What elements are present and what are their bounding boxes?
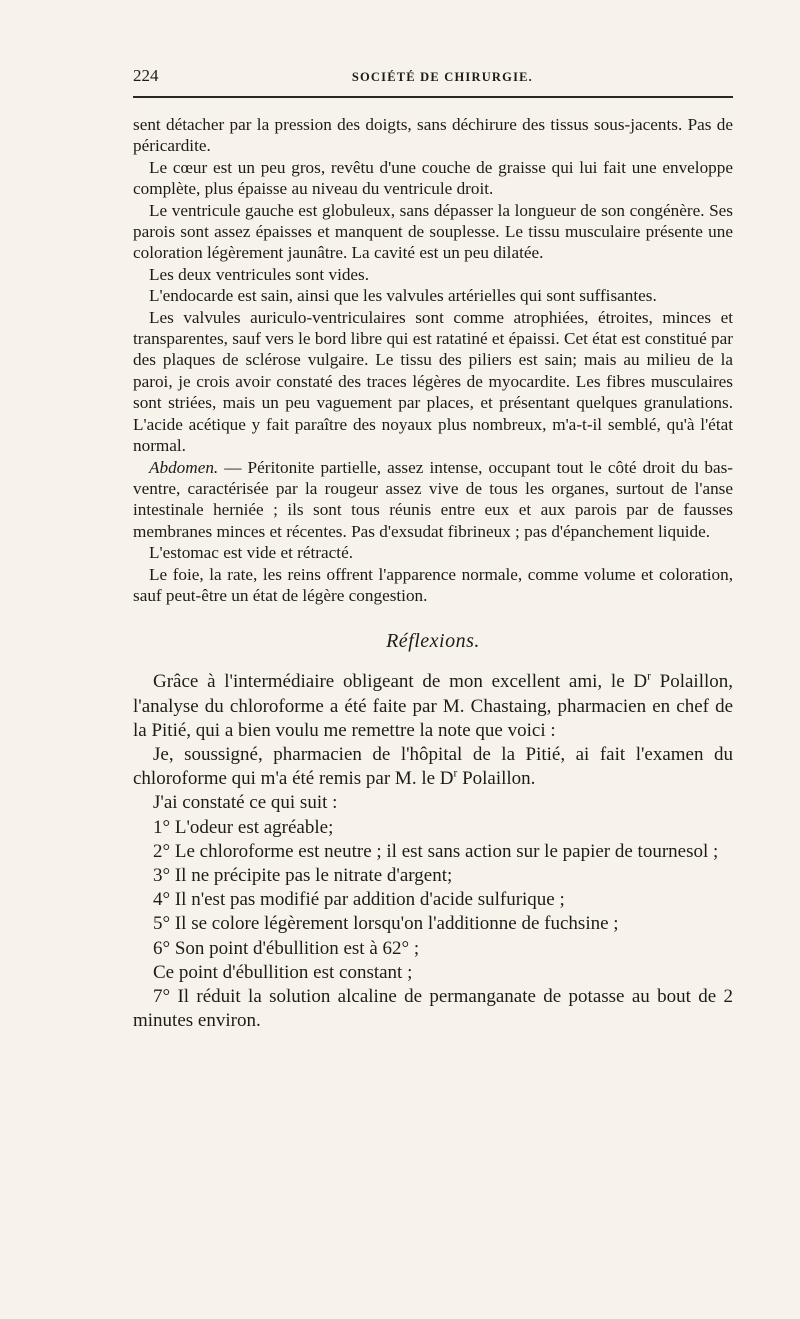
list-item: 4° Il n'est pas modifié par addition d'acide sulfurique ; bbox=[153, 889, 565, 911]
header-rule bbox=[133, 96, 733, 98]
paragraph-text: Grâce à l'intermédiaire obligeant de mon excellent ami, le D bbox=[153, 671, 648, 693]
paragraph bbox=[133, 457, 733, 543]
page-number: 224 bbox=[133, 66, 159, 85]
list-item: 3° Il ne précipite pas le nitrate d'argent; bbox=[153, 864, 453, 886]
superscript: r bbox=[453, 767, 458, 780]
paragraph: L'estomac est vide et rétracté. bbox=[149, 543, 353, 563]
list-item: 1° L'odeur est agréable; bbox=[153, 816, 334, 838]
paragraph: Ce point d'ébullition est constant ; bbox=[153, 961, 413, 983]
paragraph: Le ventricule gauche est globuleux, sans dépasser la longueur de son congénère. Ses parois sont assez épaisses et manquent de souplesse. Le tissu musculaire présente une coloration légèrement jaunâtre. La cavité est un peu dilatée. bbox=[133, 200, 733, 263]
list-item: 7° Il réduit la solution alcaline de permanganate de potasse au bout de 2 minutes environ. bbox=[133, 985, 733, 1032]
list-item: 2° Le chloroforme est neutre ; il est sans action sur le papier de tournesol ; bbox=[153, 840, 719, 862]
paragraph bbox=[133, 743, 733, 791]
paragraph: L'endocarde est sain, ainsi que les valvules artérielles qui sont suffisantes. bbox=[149, 286, 657, 306]
list-item: 6° Son point d'ébullition est à 62° ; bbox=[153, 937, 420, 959]
paragraph: J'ai constaté ce qui suit : bbox=[153, 792, 338, 814]
page-header bbox=[133, 66, 733, 88]
paragraph: Le foie, la rate, les reins offrent l'apparence normale, comme volume et coloration, sauf peut-être un état de légère congestion. bbox=[133, 564, 733, 605]
paragraph: Les deux ventricules sont vides. bbox=[149, 264, 370, 284]
paragraph-text: Polaillon. bbox=[457, 768, 536, 790]
superscript: r bbox=[647, 671, 651, 684]
abdomen-label: Abdomen. bbox=[149, 457, 219, 477]
section-title: Réflexions. bbox=[386, 630, 480, 653]
running-head: SOCIÉTÉ DE CHIRURGIE. bbox=[351, 70, 533, 84]
reflexions-section bbox=[133, 670, 733, 1033]
paragraph-text: Je, soussigné, pharmacien de l'hôpital de la Pitié, ai fait l'examen du chloroforme qui m'a été remis par M. le D bbox=[133, 743, 733, 790]
paragraph: Les valvules auriculo-ventriculaires sont comme atrophiées, étroites, minces et transparentes, sauf vers le bord libre qui est ratatiné et épaissi. Cet état est constitué par des plaques de sclérose vulgaire. Le tissu des piliers est sain; mais au milieu de la paroi, je crois avoir constaté des traces légères de myocardite. Les fibres musculaires sont striées, mais un peu vaguement par places, et présentant quelques granulations. L'acide acétique y fait paraître des noyaux plus nombreux, m'a-t-il semblé, qu'à l'état normal. bbox=[133, 307, 733, 456]
paragraph bbox=[133, 670, 733, 743]
paragraph: Le cœur est un peu gros, revêtu d'une couche de graisse qui lui fait une enveloppe complète, plus épaisse au niveau du ventricule droit. bbox=[133, 157, 733, 199]
paragraph-text: Polaillon, l'analyse du chloroforme a été faite par M. Chastaing, pharmacien en chef de la Pitié, qui a bien voulu me remettre la note que voici : bbox=[133, 671, 733, 741]
autopsy-report-section bbox=[133, 114, 733, 606]
paragraph-text: — Péritonite partielle, assez intense, occupant tout le côté droit du bas-ventre, caractérisée par la rougeur assez vive de tous les organes, surtout de l'anse intestinale herniée ; ils sont tous réunis entre eux et aux parois par de fausses membranes minces et récentes. Pas d'exsudat fibrineux ; pas d'épanchement liquide. bbox=[133, 457, 733, 541]
paragraph: sent détacher par la pression des doigts, sans déchirure des tissus sous-jacents. Pas de péricardite. bbox=[133, 115, 733, 156]
list-item: 5° Il se colore légèrement lorsqu'on l'additionne de fuchsine ; bbox=[153, 913, 619, 935]
document-page bbox=[133, 66, 733, 1033]
